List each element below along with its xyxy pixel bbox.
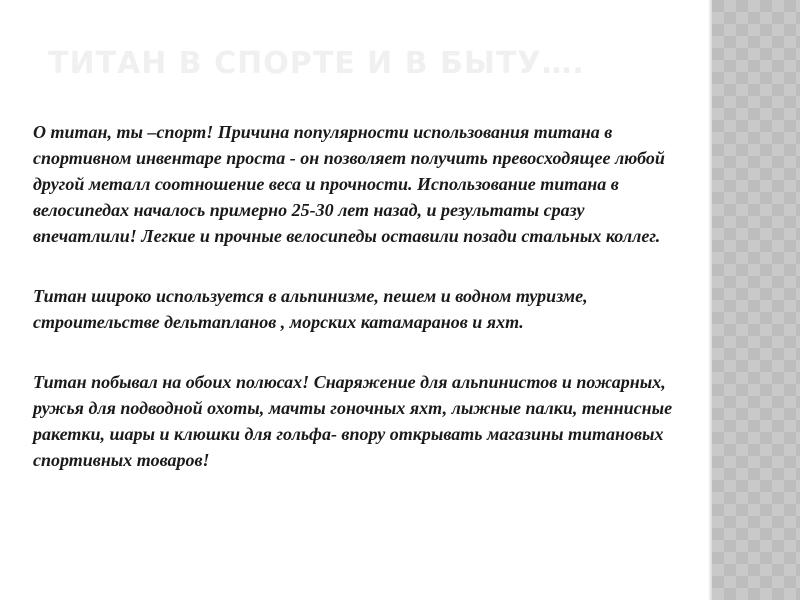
- paragraph-equipment: Титан побывал на обоих полюсах! Снаряжение для альпинистов и пожарных, ружья для подводной охоты, мачты гоночных яхт, лыжные палки, теннисные ракетки, шары и клюшки для гольфа- впору открывать магазины титановых спортивных товаров!: [33, 372, 673, 470]
- slide-body: [33, 119, 673, 507]
- decorative-side-band: [712, 0, 800, 600]
- slide-title: ТИТАН В СПОРТЕ И В БЫТУ….: [48, 46, 585, 81]
- paragraph-sport-intro: О титан, ты –спорт! Причина популярности использования титана в спортивном инвентаре проста - он позволяет получить превосходящее любой другой металл соотношение веса и прочности. Использование титана в велосипедах началось примерно 25-30 лет назад, и результаты сразу впечатлили! Легкие и прочные велосипеды оставили позади стальных коллег.: [33, 122, 665, 246]
- paragraph-tourism: Титан широко используется в альпинизме, пешем и водном туризме, строительстве дельтапланов , морских катамаранов и яхт.: [33, 286, 588, 332]
